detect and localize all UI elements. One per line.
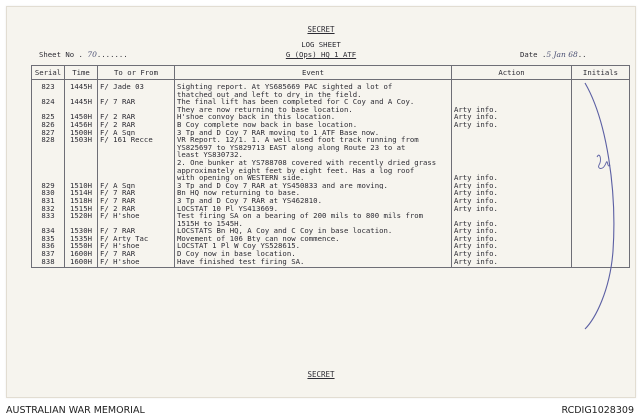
to-from-cell: F/ H'shoe [98,212,175,227]
to-from-cell: F/ 7 RAR [98,227,175,235]
log-sheet-page [6,6,636,398]
event-line: They are now returning to base location. [177,104,353,114]
initials-cell [572,80,630,99]
time-cell: 1520H [65,212,98,227]
to-from-cell: F/ 161 Recce [98,136,175,182]
event-line: 1515H to 1545H. [177,218,243,228]
archive-id: RCDIG1028309 [561,405,634,416]
header-action: Action [452,66,572,80]
event-cell [175,197,452,205]
initials-cell [572,113,630,121]
event-cell [175,235,452,243]
event-line: The final lift has been completed for C Coy and A Coy. [177,98,415,107]
action-text: Arty info. [454,196,498,205]
action-text: Arty info. [454,204,498,213]
serial-cell: 823 [32,80,65,99]
event-line: least YS830732. [177,150,243,160]
time-cell: 1600H [65,258,98,268]
sheet-number: 70 [87,50,97,59]
to-from-cell: F/ 2 RAR [98,205,175,213]
table-row [32,205,630,213]
date-field: Date .5 Jan 68.. [520,50,587,59]
action-text: Arty info. [454,234,498,243]
event-line: 2. One bunker at YS788708 covered with recently dried grass [177,157,437,167]
event-cell [175,242,452,250]
serial-cell: 837 [32,250,65,258]
time-cell: 1500H [65,129,98,137]
action-cell [452,250,572,258]
table-row [32,80,630,99]
action-text: Arty info. [454,227,498,235]
event-line: Bn HQ now returning to base. [177,189,301,197]
serial-cell: 826 [32,121,65,129]
serial-cell: 829 [32,182,65,190]
table-row [32,242,630,250]
event-line: Movement of 106 Bty can now commence. [177,234,340,243]
initials-cell [572,182,630,190]
to-from-cell: F/ Arty Tac [98,235,175,243]
sheet-number-field: Sheet No . 70....... [39,50,128,59]
to-from-cell: F/ Jade 03 [98,80,175,99]
time-cell: 1450H [65,113,98,121]
event-cell [175,98,452,113]
initials-cell [572,129,630,137]
to-from-cell: F/ 7 RAR [98,197,175,205]
event-cell [175,113,452,121]
action-text: Arty info. [454,189,498,197]
event-cell [175,129,452,137]
event-cell [175,189,452,197]
event-cell [175,136,452,182]
initials-cell [572,205,630,213]
table-row [32,113,630,121]
initials-cell [572,98,630,113]
serial-cell: 825 [32,113,65,121]
to-from-cell: F/ A Sqn [98,182,175,190]
to-from-cell: F/ A Sqn [98,129,175,137]
log-table-body [32,80,630,268]
action-cell [452,258,572,268]
action-text: Arty info. [454,104,498,114]
table-row [32,197,630,205]
archive-footer [0,404,640,418]
action-cell [452,182,572,190]
table-row [32,189,630,197]
to-from-cell: F/ 7 RAR [98,98,175,113]
event-line: approximately eight feet by eight feet. Has a log roof [177,165,415,175]
table-row [32,121,630,129]
serial-cell: 831 [32,197,65,205]
header-serial: Serial [32,66,65,80]
time-cell: 1600H [65,250,98,258]
time-cell: 1535H [65,235,98,243]
event-line: with opening on WESTERN side. [177,173,305,182]
classification-bottom: SECRET [307,370,335,379]
serial-cell: 838 [32,258,65,268]
to-from-cell: F/ 7 RAR [98,250,175,258]
event-line: Have finished test firing SA. [177,257,305,266]
event-line: LOCSTAT 1 Pl W Coy YS528615. [177,242,301,251]
serial-cell: 832 [32,205,65,213]
table-row [32,235,630,243]
action-text: Arty info. [454,250,498,258]
event-line: D Coy now in base location. [177,250,296,258]
event-cell [175,258,452,268]
serial-cell: 828 [32,136,65,182]
action-cell [452,227,572,235]
serial-cell: 827 [32,129,65,137]
time-cell: 1510H [65,182,98,190]
time-cell: 1530H [65,227,98,235]
action-text: Arty info. [454,173,498,182]
serial-cell: 830 [32,189,65,197]
action-cell [452,242,572,250]
date-value: 5 Jan 68 [546,50,578,59]
action-text: Arty info. [454,113,498,121]
event-line: 3 Tp and D Coy 7 RAR moving to 1 ATF Base now. [177,128,380,137]
serial-cell: 836 [32,242,65,250]
to-from-cell: F/ H'shoe [98,258,175,268]
event-line: LOCSTAT 10 Pl YS413669. [177,204,279,213]
archive-name: AUSTRALIAN WAR MEMORIAL [6,405,145,416]
action-cell [452,235,572,243]
event-line: LOCSTATS Bn HQ, A Coy and C Coy in base location. [177,227,393,235]
action-cell [452,80,572,99]
initials-cell [572,189,630,197]
table-row [32,182,630,190]
table-row [32,98,630,113]
initials-cell [572,212,630,227]
header-event: Event [175,66,452,80]
initials-cell [572,121,630,129]
action-text: Arty info. [454,257,498,266]
document-title: LOG SHEET [301,40,341,49]
table-header-row [32,66,630,80]
initials-cell [572,250,630,258]
time-cell: 1518H [65,197,98,205]
event-cell [175,121,452,129]
initials-cell [572,197,630,205]
action-text: Arty info. [454,120,498,129]
table-row [32,250,630,258]
action-cell [452,98,572,113]
action-text: Arty info. [454,242,498,251]
event-line: H'shoe convoy back in this location. [177,113,336,121]
event-line: thatched out and left to dry in the field. [177,89,362,99]
event-line: Test firing SA on a bearing of 200 mils to 800 mils from [177,212,424,221]
time-cell: 1515H [65,205,98,213]
header-initials: Initials [572,66,630,80]
time-cell: 1514H [65,189,98,197]
time-cell: 1550H [65,242,98,250]
serial-cell: 835 [32,235,65,243]
event-line: VR Report. 12/1. 1. A well used foot track running from [177,136,419,145]
event-line: YS825697 to YS829713 EAST along along Route 23 to at [177,142,406,152]
event-cell [175,227,452,235]
serial-cell: 834 [32,227,65,235]
header-time: Time [65,66,98,80]
time-cell: 1445H [65,80,98,99]
event-line: 3 Tp and D Coy 7 RAR at YS450833 and are moving. [177,181,388,190]
action-cell [452,113,572,121]
action-cell [452,205,572,213]
serial-cell: 824 [32,98,65,113]
action-text: Arty info. [454,181,498,190]
table-row [32,136,630,182]
classification-top: SECRET [307,25,335,34]
log-table [31,65,630,268]
event-cell [175,182,452,190]
action-text: Arty info. [454,218,498,228]
serial-cell: 833 [32,212,65,227]
table-row [32,129,630,137]
table-row [32,258,630,268]
table-row [32,212,630,227]
event-cell [175,205,452,213]
initials-cell [572,242,630,250]
action-cell [452,136,572,182]
action-cell [452,129,572,137]
sheet-label: Sheet No [39,50,75,59]
event-cell [175,250,452,258]
event-cell [175,80,452,99]
to-from-cell: F/ 2 RAR [98,113,175,121]
initials-cell [572,136,630,182]
initials-cell [572,258,630,268]
action-cell [452,189,572,197]
header-to-from: To or From [98,66,175,80]
time-cell: 1503H [65,136,98,182]
action-cell [452,197,572,205]
to-from-cell: F/ 7 RAR [98,189,175,197]
time-cell: 1456H [65,121,98,129]
time-cell: 1445H [65,98,98,113]
table-row [32,227,630,235]
action-cell [452,121,572,129]
action-cell [452,212,572,227]
initials-cell [572,235,630,243]
unit-title: G (Ops) HQ 1 ATF [285,50,357,59]
event-cell [175,212,452,227]
initials-cell [572,227,630,235]
to-from-cell: F/ H'shoe [98,242,175,250]
event-line: B Coy complete now back in base location. [177,120,358,129]
to-from-cell: F/ 2 RAR [98,121,175,129]
event-line: Sighting report. At YS685669 PAC sighted a lot of [177,82,393,91]
date-label: Date [520,50,538,59]
event-line: 3 Tp and D Coy 7 RAR at YS462810. [177,196,322,205]
